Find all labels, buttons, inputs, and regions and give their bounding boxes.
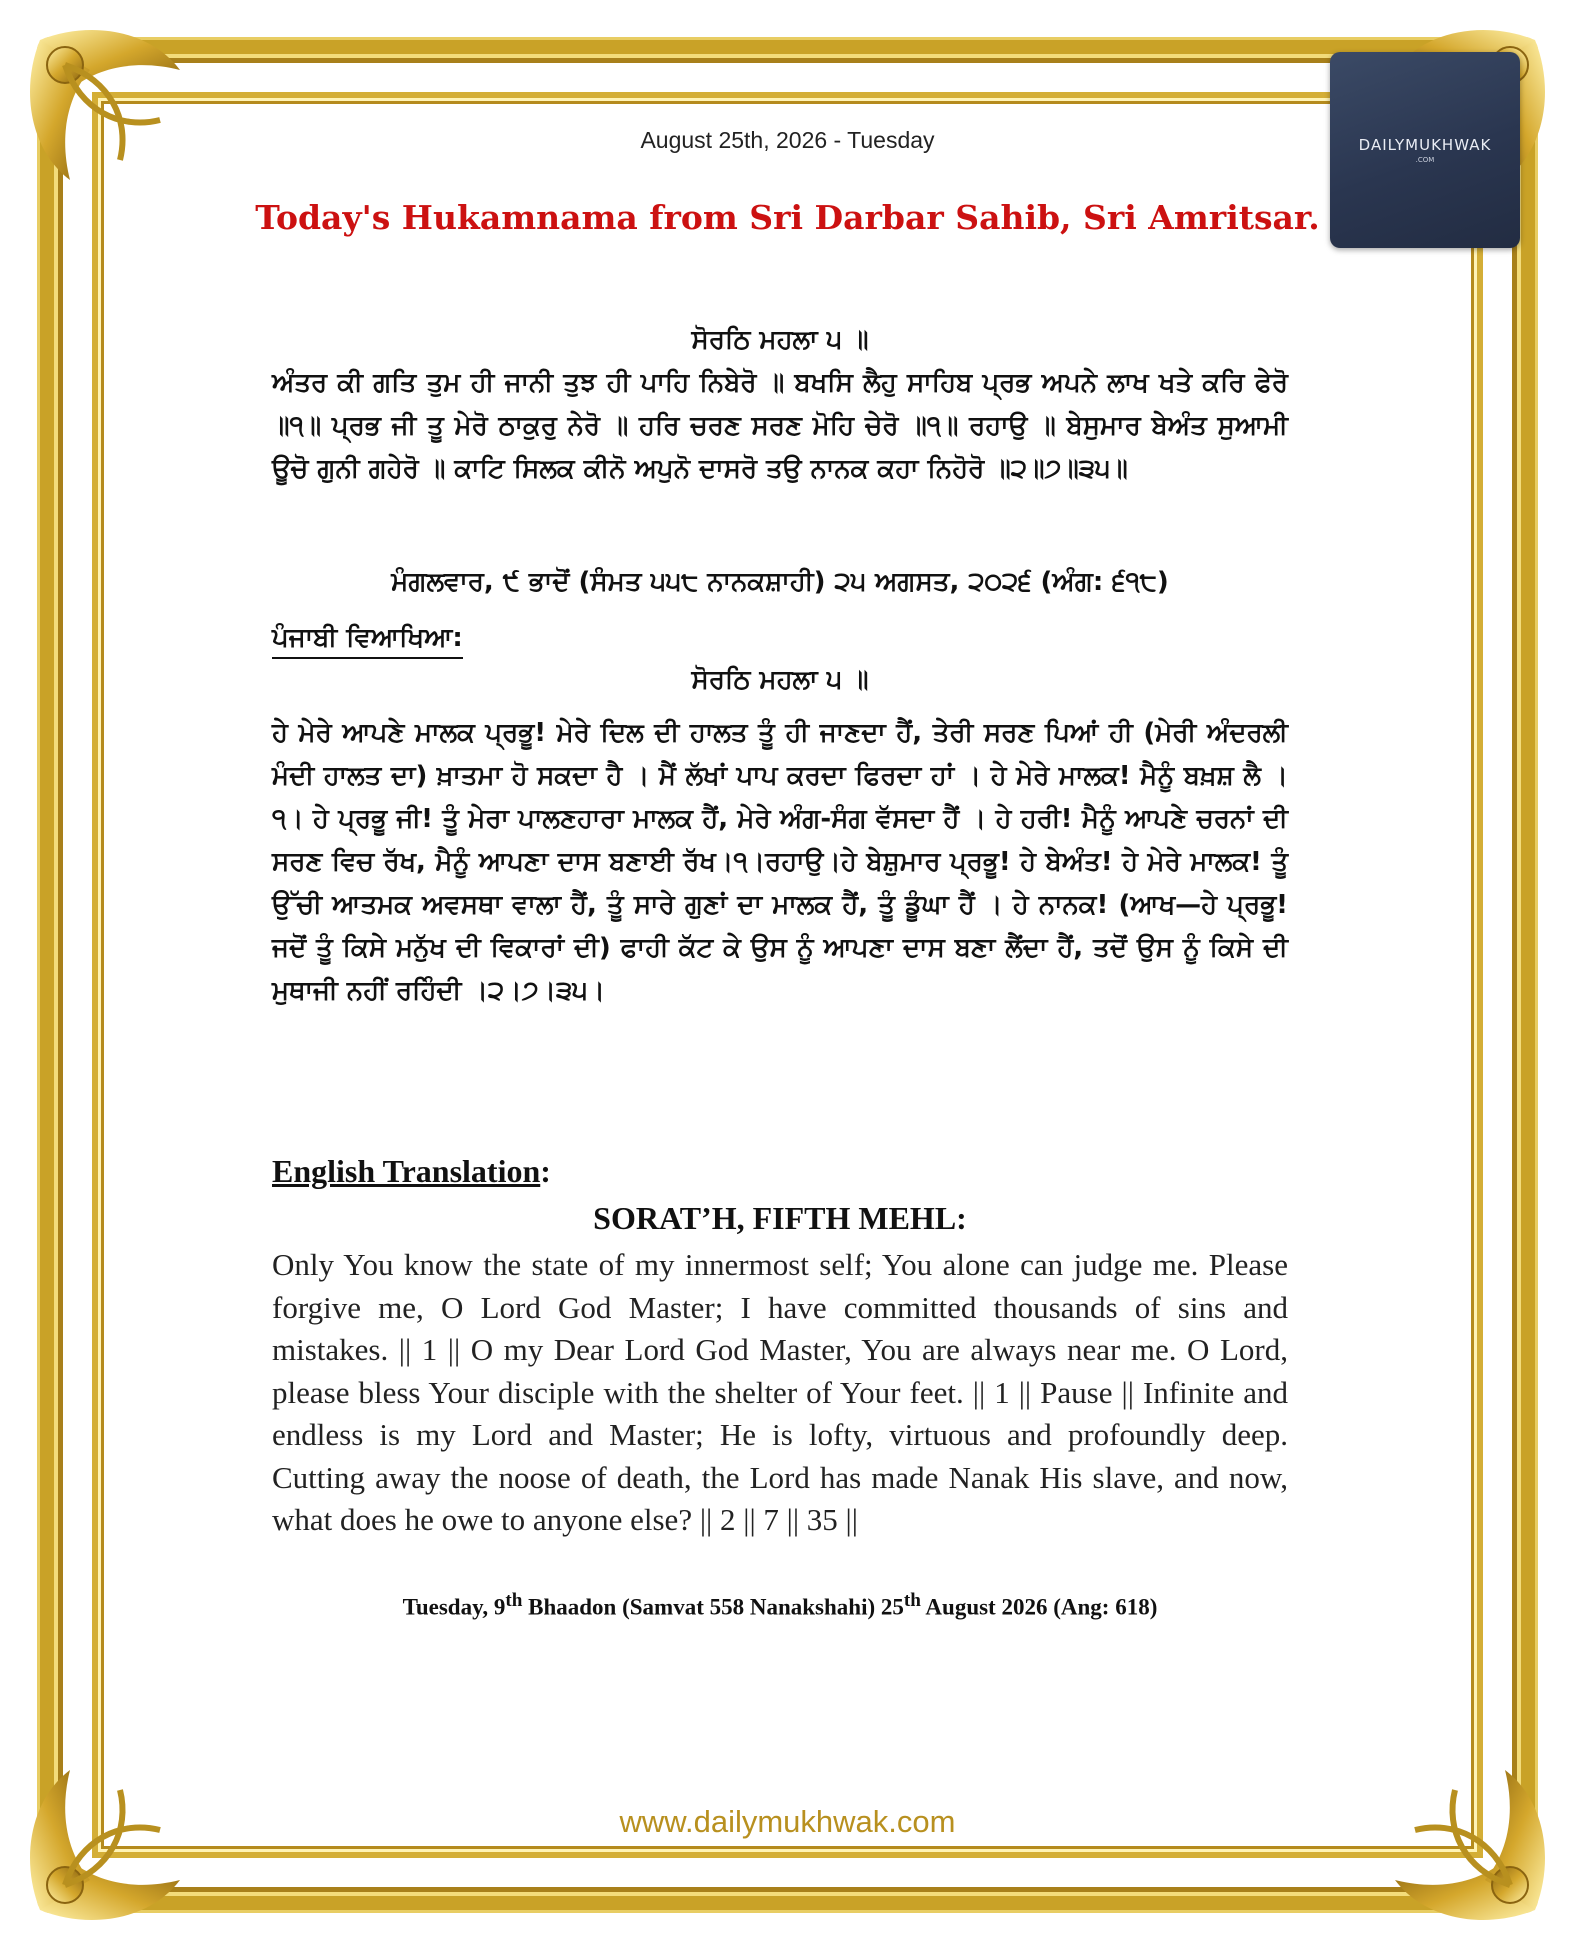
english-title: SORAT’H, FIFTH MEHL: [593, 1200, 967, 1236]
punjabi-explanation-heading-text: ਪੰਜਾਬੀ ਵਿਆਖਿਆ: [272, 623, 463, 659]
gold-bow-ornament-bottom-right [1365, 1740, 1565, 1940]
gold-bow-ornament-top-left [10, 10, 210, 210]
english-date-sup-2: th [903, 1590, 921, 1611]
english-heading-colon: : [540, 1153, 551, 1189]
logo-text: DAILYMUKHWAK [1358, 136, 1492, 154]
logo-subtext: .COM [1415, 156, 1435, 164]
punjabi-explanation-text: ਹੇ ਮੇਰੇ ਆਪਣੇ ਮਾਲਕ ਪ੍ਰਭੂ! ਮੇਰੇ ਦਿਲ ਦੀ ਹਾਲਤ ਤੂੰ ਹੀ ਜਾਣਦਾ ਹੈਂ, ਤੇਰੀ ਸਰਣ ਪਿਆਂ ਹੀ (ਮੇਰੀ ਅੰਦਰਲੀ ਮੰਦੀ ਹਾਲਤ ਦਾ) ਖ਼ਾਤਮਾ ਹੋ ਸਕਦਾ ਹੈ । ਮੈਂ ਲੱਖਾਂ ਪਾਪ ਕਰਦਾ ਫਿਰਦਾ ਹਾਂ । ਹੇ ਮੇਰੇ ਮਾਲਕ! ਮੈਨੂੰ ਬਖ਼ਸ਼ ਲੈ ।੧। ਹੇ ਪ੍ਰਭੂ ਜੀ! ਤੂੰ ਮੇਰਾ ਪਾਲਣਹਾਰਾ ਮਾਲਕ ਹੈਂ, ਮੇਰੇ ਅੰਗ-ਸੰਗ ਵੱਸਦਾ ਹੈਂ । ਹੇ ਹਰੀ! ਮੈਨੂੰ ਆਪਣੇ ਚਰਨਾਂ ਦੀ ਸਰਣ ਵਿਚ ਰੱਖ, ਮੈਨੂੰ ਆਪਣਾ ਦਾਸ ਬਣਾਈ ਰੱਖ।੧।ਰਹਾਉ।ਹੇ ਬੇਸ਼ੁਮਾਰ ਪ੍ਰਭੂ! ਹੇ ਬੇਅੰਤ! ਹੇ ਮੇਰੇ ਮਾਲਕ! ਤੂੰ ਉੱਚੀ ਆਤਮਕ ਅਵਸਥਾ ਵਾਲਾ ਹੈਂ, ਤੂੰ ਸਾਰੇ ਗੁਣਾਂ ਦਾ ਮਾਲਕ ਹੈਂ, ਤੂੰ ਡੂੰਘਾ ਹੈਂ । ਹੇ ਨਾਨਕ! (ਆਖ—ਹੇ ਪ੍ਰਭੂ! ਜਦੋਂ ਤੂੰ ਕਿਸੇ ਮਨੁੱਖ ਦੀ ਵਿਕਾਰਾਂ ਦੀ) ਫਾਹੀ ਕੱਟ ਕੇ ਉਸ ਨੂੰ ਆਪਣਾ ਦਾਸ ਬਣਾ ਲੈਂਦਾ ਹੈਂ, ਤਦੋਂ ਉਸ ਨੂੰ ਕਿਸੇ ਦੀ ਮੁਥਾਜੀ ਨਹੀਂ ਰਹਿੰਦੀ ।੨।੭।੩੫। [272, 718, 1288, 1006]
gurmukhi-date-line: ਮੰਗਲਵਾਰ, ੯ ਭਾਦੋਂ (ਸੰਮਤ ੫੫੮ ਨਾਨਕਸ਼ਾਹੀ) ੨੫ ਅਗਸਤ, ੨੦੨੬ (ਅੰਗ: ੬੧੮) [391, 567, 1169, 597]
english-translation-heading [272, 1153, 1288, 1190]
english-date-part-a: Tuesday, 9 [402, 1594, 506, 1620]
gold-bow-ornament-bottom-left [10, 1740, 210, 1940]
english-date-part-c: August 2026 (Ang: 618) [920, 1594, 1158, 1620]
english-date-sup-1: th [505, 1590, 523, 1611]
header-date: August 25th, 2026 - Tuesday [640, 127, 935, 153]
english-date-line [272, 1590, 1288, 1621]
english-translation-text: Only You know the state of my innermost self; You alone can judge me. Please forgive me, O Lord God Master; I have committed thousands of sins and mistakes. || 1 || O my Dear Lord God Master, You are always near me. O Lord, please bless Your disciple with the shelter of Your feet. || 1 || Pause || Infinite and endless is my Lord and Master; He is lofty, virtuous and profoundly deep. Cutting away the noose of death, the Lord has made Nanak His slave, and now, what does he owe to anyone else? || 2 || 7 || 35 || [272, 1247, 1288, 1537]
punjabi-explanation-heading [272, 618, 1288, 658]
english-date-part-b: Bhaadon (Samvat 558 Nanakshahi) 25 [522, 1594, 904, 1620]
shabad-text: ਅੰਤਰ ਕੀ ਗਤਿ ਤੁਮ ਹੀ ਜਾਨੀ ਤੁਝ ਹੀ ਪਾਹਿ ਨਿਬੇਰੋ ॥ ਬਖਸਿ ਲੈਹੁ ਸਾਹਿਬ ਪ੍ਰਭ ਅਪਨੇ ਲਾਖ ਖਤੇ ਕਰਿ ਫੇਰੋ ॥੧॥ ਪ੍ਰਭ ਜੀ ਤੂ ਮੇਰੋ ਠਾਕੁਰੁ ਨੇਰੋ ॥ ਹਰਿ ਚਰਣ ਸਰਣ ਮੋਹਿ ਚੇਰੋ ॥੧॥ ਰਹਾਉ ॥ ਬੇਸੁਮਾਰ ਬੇਅੰਤ ਸੁਆਮੀ ਊਚੋ ਗੁਨੀ ਗਹੇਰੋ ॥ ਕਾਟਿ ਸਿਲਕ ਕੀਨੋ ਅਪੁਨੋ ਦਾਸਰੋ ਤਉ ਨਾਨਕ ਕਹਾ ਨਿਹੋਰੋ ॥੨॥੭॥੩੫॥ [272, 368, 1288, 484]
shabad-title: ਸੋਰਠਿ ਮਹਲਾ ੫ ॥ [691, 325, 869, 355]
page-title: Today's Hukamnama from Sri Darbar Sahib, Sri Amritsar. [255, 198, 1320, 237]
website-url[interactable]: www.dailymukhwak.com [619, 1804, 956, 1839]
english-translation-heading-text: English Translation [272, 1153, 541, 1189]
explanation-title: ਸੋਰਠਿ ਮਹਲਾ ੫ ॥ [691, 665, 869, 695]
